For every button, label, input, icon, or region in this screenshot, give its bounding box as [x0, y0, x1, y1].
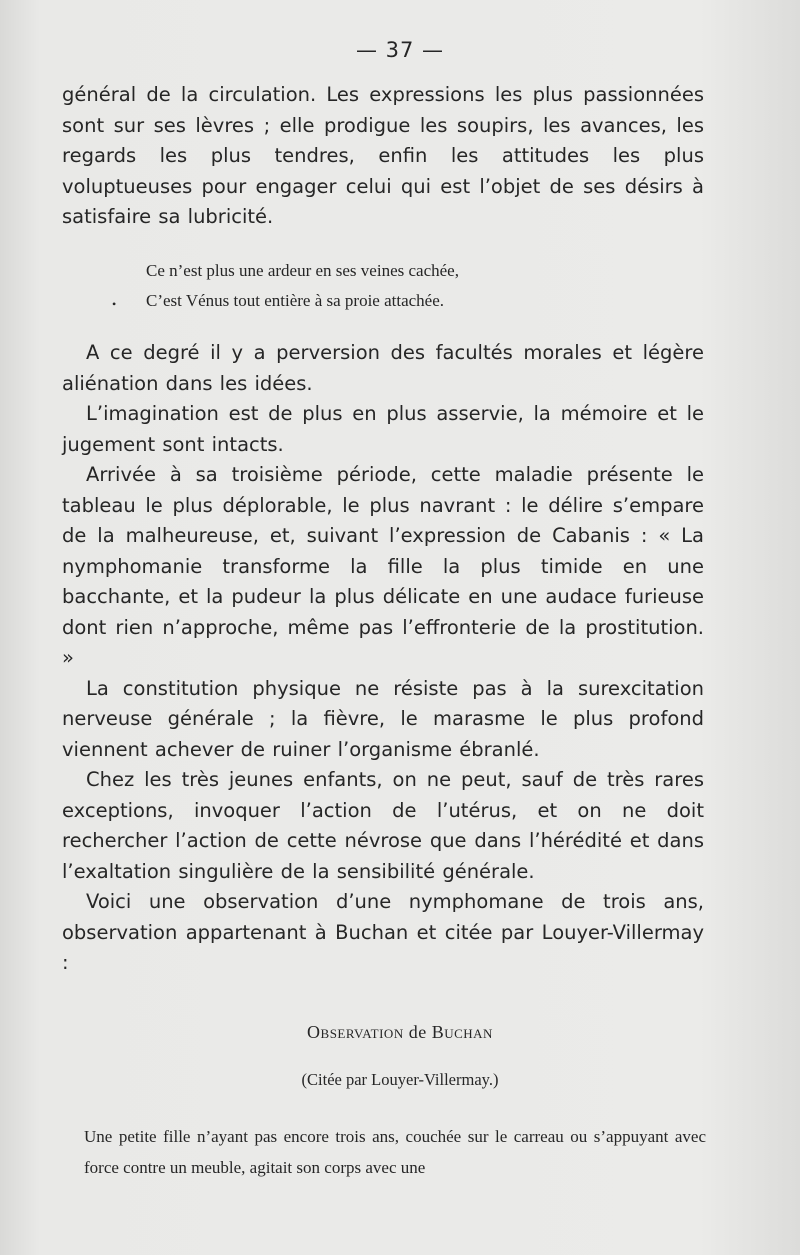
paragraph: Voici une observation d’une nymphomane de trois ans, observation appartenant à Buchan et citée par Louyer-Villermay : [62, 890, 704, 974]
paragraph: La constitution physique ne résiste pas à la surexcitation nerveuse générale ; la fièvre, le marasme le plus profond viennent achever de ruiner l’organisme ébranlé. [62, 676, 704, 761]
paragraph: A ce degré il y a perversion des facultés morales et légère aliénation dans les idées. [62, 341, 704, 395]
main-text-block [62, 338, 704, 979]
margin-dot: • [112, 297, 117, 311]
paragraph: Arrivée à sa troisième période, cette maladie présente le tableau le plus déplorable, le plus navrant : le délire s’empare de la malheureuse, et, suivant l’expression de Cabanis : « La nymphomanie transforme la fille la plus timide en une bacchante, et la pudeur la plus délicate en une audace furieuse dont rien n’approche, même pas l’effronterie de la prostitution. » [62, 463, 704, 669]
page-number: — 37 — [355, 38, 445, 62]
paragraph: général de la circulation. Les expressions les plus passionnées sont sur ses lèvres ; elle prodigue les soupirs, les avances, les regards les plus tendres, enfin les attitudes les plus voluptueuses pour engager celui qui est l’objet de ses désirs à satisfaire sa lubricité. [62, 83, 704, 228]
paragraph: Chez les très jeunes enfants, on ne peut, sauf de très rares exceptions, invoquer l’action de l’utérus, et on ne doit rechercher l’action de cette névrose que dans l’hérédité et dans l’exaltation singulière de la sensibilité générale. [62, 768, 704, 883]
verse-line: Ce n’est plus une ardeur en ses veines cachée, [146, 261, 459, 280]
observation-subtitle: (Citée par Louyer-Villermay.) [301, 1070, 499, 1089]
observation-label: Observation [307, 1022, 404, 1042]
observation-author: Buchan [431, 1022, 493, 1042]
verse-quote [146, 256, 646, 316]
paragraph: L’imagination est de plus en plus asservie, la mémoire et le jugement sont intacts. [62, 402, 704, 456]
observation-paragraph: Une petite fille n’ayant pas encore trois ans, couchée sur le carreau ou s’appuyant avec force contre un meuble, agitait son corps avec une [84, 1127, 706, 1177]
observation-preposition: de [408, 1022, 427, 1042]
opening-paragraph-block [62, 80, 704, 233]
observation-text-block [84, 1121, 706, 1183]
observation-heading [0, 1022, 800, 1043]
verse-line: C’est Vénus tout entière à sa proie attachée. [146, 291, 445, 310]
